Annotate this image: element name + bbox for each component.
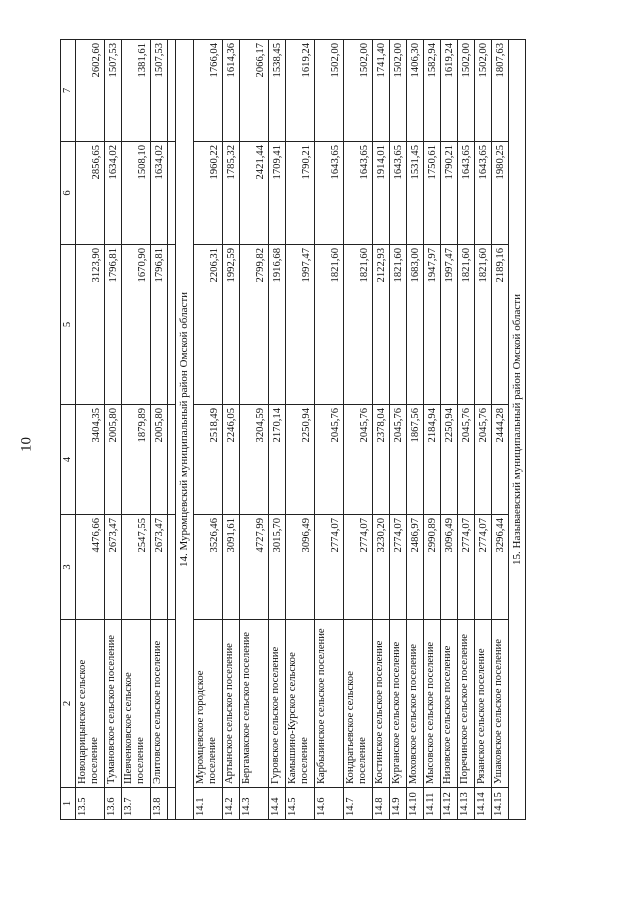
value-cell: 1821,60 [343, 245, 372, 405]
row-number: 14.10 [406, 788, 423, 820]
table-row [389, 40, 406, 820]
table-row [122, 40, 151, 820]
value-cell: 1538,45 [268, 40, 285, 142]
row-number: 14.7 [343, 788, 372, 820]
value-cell: 2486,97 [406, 515, 423, 620]
value-cell: 2774,07 [389, 515, 406, 620]
table-row [474, 40, 491, 820]
table-row [193, 40, 222, 820]
value-cell: 1508,10 [122, 142, 151, 245]
value-cell: 1531,45 [406, 142, 423, 245]
value-cell: 1766,04 [193, 40, 222, 142]
value-cell: 2518,49 [193, 405, 222, 515]
value-cell: 3123,90 [76, 245, 105, 405]
settlement-name: Костинское сельское поселение [372, 620, 389, 788]
value-cell: 2206,31 [193, 245, 222, 405]
value-cell: 1750,61 [423, 142, 440, 245]
spacer-cell [168, 620, 176, 788]
value-cell: 3015,70 [268, 515, 285, 620]
value-cell: 2799,82 [239, 245, 268, 405]
settlement-name: Новоцарицынское сельское поселение [76, 620, 105, 788]
spacer-cell [168, 142, 176, 245]
settlement-name: Мысовское сельское поселение [423, 620, 440, 788]
value-cell: 3230,20 [372, 515, 389, 620]
settlement-name: Камышино-Курское сельское поселение [285, 620, 314, 788]
value-cell: 1643,65 [474, 142, 491, 245]
table-row [423, 40, 440, 820]
settlement-name: Моховское сельское поселение [406, 620, 423, 788]
value-cell: 2045,76 [389, 405, 406, 515]
row-number: 14.6 [314, 788, 343, 820]
value-cell: 2547,55 [122, 515, 151, 620]
value-cell: 3096,49 [440, 515, 457, 620]
value-cell: 1821,60 [457, 245, 474, 405]
table-row [343, 40, 372, 820]
settlement-name: Шевченковское сельское поселение [122, 620, 151, 788]
table-row [76, 40, 105, 820]
value-cell: 2045,76 [474, 405, 491, 515]
value-cell: 1821,60 [314, 245, 343, 405]
table-row [285, 40, 314, 820]
table-row [151, 40, 168, 820]
row-number: 14.9 [389, 788, 406, 820]
value-cell: 1992,59 [222, 245, 239, 405]
value-cell: 2005,80 [151, 405, 168, 515]
value-cell: 1507,53 [151, 40, 168, 142]
table-row [268, 40, 285, 820]
value-cell: 2005,80 [105, 405, 122, 515]
column-header: 6 [61, 142, 76, 245]
table-row [314, 40, 343, 820]
value-cell: 1741,40 [372, 40, 389, 142]
column-header: 5 [61, 245, 76, 405]
value-cell: 1879,89 [122, 405, 151, 515]
table-row [440, 40, 457, 820]
row-number: 14.12 [440, 788, 457, 820]
value-cell: 1619,24 [285, 40, 314, 142]
value-cell: 2066,17 [239, 40, 268, 142]
column-header: 2 [61, 620, 76, 788]
section-header-row [508, 40, 526, 820]
value-cell: 2673,47 [151, 515, 168, 620]
value-cell: 1960,22 [193, 142, 222, 245]
value-cell: 1507,53 [105, 40, 122, 142]
value-cell: 1582,94 [423, 40, 440, 142]
value-cell: 2378,04 [372, 405, 389, 515]
settlement-name: Ушаковское сельское поселение [491, 620, 508, 788]
table-row [372, 40, 389, 820]
value-cell: 2045,76 [457, 405, 474, 515]
value-cell: 2045,76 [343, 405, 372, 515]
settlement-name: Гуровское сельское поселение [268, 620, 285, 788]
table-row [491, 40, 508, 820]
column-header: 1 [61, 788, 76, 820]
table-row [239, 40, 268, 820]
value-cell: 2774,07 [314, 515, 343, 620]
value-cell: 1502,00 [314, 40, 343, 142]
table-row [105, 40, 122, 820]
value-cell: 1643,65 [343, 142, 372, 245]
settlement-name: Карбызинское сельское поселение [314, 620, 343, 788]
settlement-name: Тумановское сельское поселение [105, 620, 122, 788]
column-header: 3 [61, 515, 76, 620]
spacer-cell [168, 40, 176, 142]
value-cell: 1807,63 [491, 40, 508, 142]
value-cell: 2990,89 [423, 515, 440, 620]
value-cell: 1709,41 [268, 142, 285, 245]
spacer-cell [168, 405, 176, 515]
value-cell: 2774,07 [457, 515, 474, 620]
value-cell: 2774,07 [343, 515, 372, 620]
value-cell: 1643,65 [457, 142, 474, 245]
column-header-row [61, 40, 76, 820]
spacer-cell [168, 515, 176, 620]
row-number: 14.3 [239, 788, 268, 820]
value-cell: 1790,21 [285, 142, 314, 245]
value-cell: 1914,01 [372, 142, 389, 245]
spacer-cell [168, 245, 176, 405]
value-cell: 2602,60 [76, 40, 105, 142]
value-cell: 1997,47 [440, 245, 457, 405]
value-cell: 1381,61 [122, 40, 151, 142]
column-header: 7 [61, 40, 76, 142]
value-cell: 2673,47 [105, 515, 122, 620]
settlement-name: Поречинское сельское поселение [457, 620, 474, 788]
value-cell: 2246,05 [222, 405, 239, 515]
value-cell: 2189,16 [491, 245, 508, 405]
row-number: 13.8 [151, 788, 168, 820]
spacer-cell [168, 788, 176, 820]
value-cell: 1502,00 [474, 40, 491, 142]
value-cell: 3404,35 [76, 405, 105, 515]
value-cell: 2184,94 [423, 405, 440, 515]
value-cell: 1502,00 [457, 40, 474, 142]
value-cell: 3096,49 [285, 515, 314, 620]
value-cell: 1916,68 [268, 245, 285, 405]
value-cell: 4476,66 [76, 515, 105, 620]
row-number: 14.4 [268, 788, 285, 820]
table-row [406, 40, 423, 820]
settlement-name: Рязанское сельское поселение [474, 620, 491, 788]
column-header: 4 [61, 405, 76, 515]
value-cell: 1821,60 [474, 245, 491, 405]
value-cell: 1785,32 [222, 142, 239, 245]
value-cell: 1796,81 [151, 245, 168, 405]
table-body [61, 40, 526, 820]
section-header: 15. Называевский муниципальный район Омской области [508, 40, 526, 820]
row-number: 14.15 [491, 788, 508, 820]
settlement-name: Артынское сельское поселение [222, 620, 239, 788]
value-cell: 3526,46 [193, 515, 222, 620]
value-cell: 2045,76 [314, 405, 343, 515]
value-cell: 1683,00 [406, 245, 423, 405]
spacer-row [168, 40, 176, 820]
value-cell: 2856,65 [76, 142, 105, 245]
value-cell: 1997,47 [285, 245, 314, 405]
settlement-name: Кондратьевское сельское поселение [343, 620, 372, 788]
table-row [222, 40, 239, 820]
value-cell: 4727,99 [239, 515, 268, 620]
value-cell: 1821,60 [389, 245, 406, 405]
value-cell: 1947,97 [423, 245, 440, 405]
row-number: 13.5 [76, 788, 105, 820]
value-cell: 3296,44 [491, 515, 508, 620]
settlement-name: Курганское сельское поселение [389, 620, 406, 788]
value-cell: 1643,65 [389, 142, 406, 245]
table-container [60, 40, 625, 820]
row-number: 14.2 [222, 788, 239, 820]
value-cell: 1634,02 [151, 142, 168, 245]
value-cell: 1614,36 [222, 40, 239, 142]
row-number: 14.11 [423, 788, 440, 820]
value-cell: 1502,00 [389, 40, 406, 142]
settlement-name: Муромцевское городское поселение [193, 620, 222, 788]
row-number: 14.13 [457, 788, 474, 820]
value-cell: 2250,94 [285, 405, 314, 515]
value-cell: 1406,30 [406, 40, 423, 142]
page-number: 10 [18, 437, 35, 452]
rotated-table-area [60, 40, 625, 820]
row-number: 13.7 [122, 788, 151, 820]
value-cell: 3091,61 [222, 515, 239, 620]
value-cell: 1634,02 [105, 142, 122, 245]
settlement-name: Бергамакское сельское поселение [239, 620, 268, 788]
row-number: 14.8 [372, 788, 389, 820]
value-cell: 1790,21 [440, 142, 457, 245]
section-header-row [176, 40, 194, 820]
value-cell: 1643,65 [314, 142, 343, 245]
table-row [457, 40, 474, 820]
value-cell: 2250,94 [440, 405, 457, 515]
value-cell: 2421,44 [239, 142, 268, 245]
value-cell: 1796,81 [105, 245, 122, 405]
row-number: 14.14 [474, 788, 491, 820]
value-cell: 1502,00 [343, 40, 372, 142]
value-cell: 2122,93 [372, 245, 389, 405]
row-number: 14.1 [193, 788, 222, 820]
settlement-name: Низовское сельское поселение [440, 620, 457, 788]
row-number: 14.5 [285, 788, 314, 820]
value-cell: 3204,59 [239, 405, 268, 515]
row-number: 13.6 [105, 788, 122, 820]
value-cell: 2444,28 [491, 405, 508, 515]
value-cell: 1670,90 [122, 245, 151, 405]
value-cell: 2774,07 [474, 515, 491, 620]
value-cell: 1980,25 [491, 142, 508, 245]
settlement-name: Элитовское сельское поселение [151, 620, 168, 788]
value-cell: 1619,24 [440, 40, 457, 142]
tariff-table [60, 39, 526, 820]
section-header: 14. Муромцевский муниципальный район Омской области [176, 40, 194, 820]
value-cell: 2170,14 [268, 405, 285, 515]
value-cell: 1867,56 [406, 405, 423, 515]
